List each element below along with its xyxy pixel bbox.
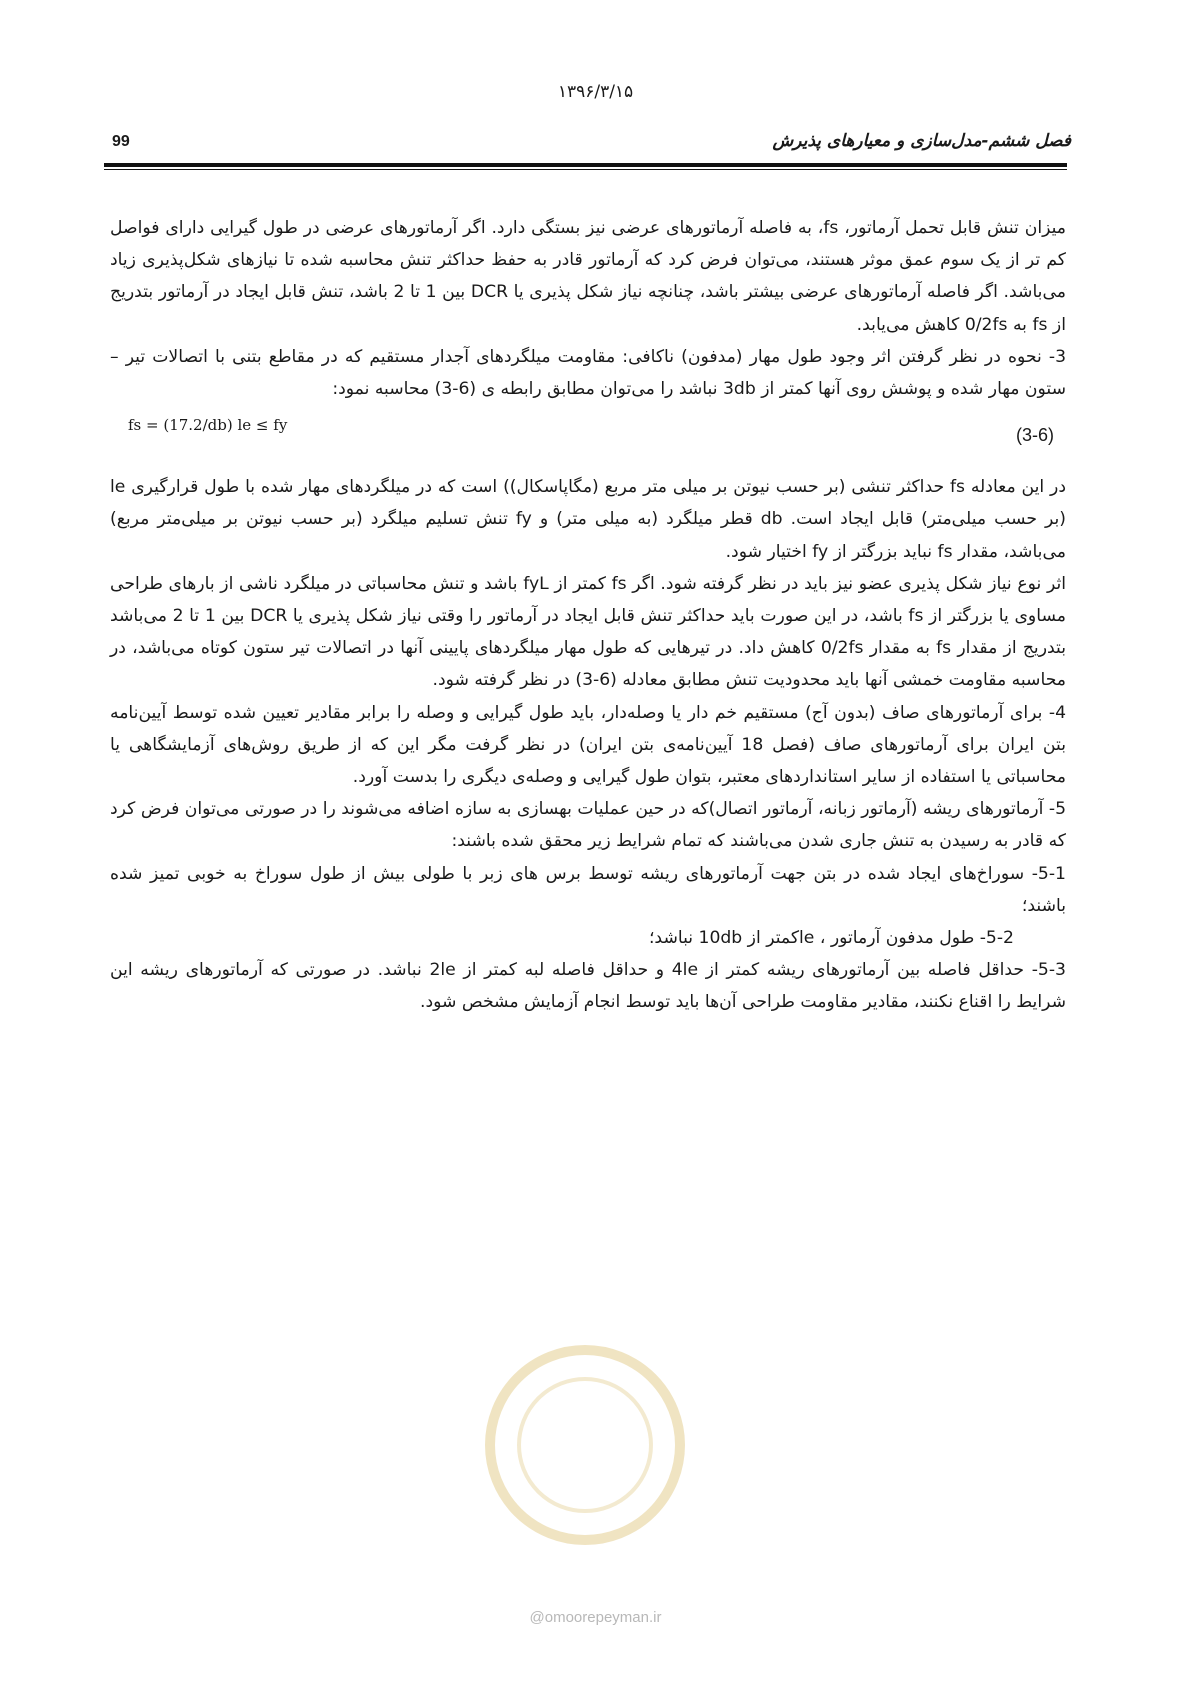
paragraph: 5- آرماتورهای ریشه (آرماتور زبانه، آرماتور اتصال)که در حین عملیات بهسازی به سازه اضافه می‌شوند را در صورتی می‌توان فرض کرد که قادر به رسیدن به تنش جاری شدن می‌باشند که تمام شرایط زیر محقق شده باشند: bbox=[110, 799, 1066, 852]
document-body bbox=[110, 212, 1066, 1019]
equation: fs = (17.2/db) le ≤ fy bbox=[128, 416, 288, 435]
paragraph: در این معادله fs حداکثر تنشی (بر حسب نیوتن بر میلی متر مربع (مگاپاسکال)) است که در میلگردهای مهار شده با طول قرارگیری le (بر حسب میلی‌متر) قابل ایجاد است. db قطر میلگرد (به میلی متر) و fy تنش تسلیم میلگرد (بر حسب نیوتن بر میلی‌متر مربع) می‌باشد، مقدار fs نباید بزرگتر از fy اختیار شود. bbox=[110, 477, 1067, 562]
chapter-title: فصل ششم-مدل‌سازی و معیارهای پذیرش bbox=[772, 131, 1071, 151]
equation-number: (3-6) bbox=[1015, 425, 1054, 446]
paragraph: 5-2- طول مدفون آرماتور ، leکمتر از 10db نباشد؛ bbox=[648, 928, 1014, 949]
watermark-seal bbox=[485, 1345, 685, 1545]
paragraph: 5-1- سوراخ‌های ایجاد شده در بتن جهت آرماتورهای ریشه توسط برس های زبر با طولی بیش از طول سوراخ به خوبی تمیز شده باشند؛ bbox=[110, 863, 1066, 916]
page-number: 99 bbox=[112, 133, 130, 150]
paragraph: 5-3- حداقل فاصله بین آرماتورهای ریشه کمتر از 4le و حداقل فاصله لبه کمتر از 2le نباشد. در صورتی که آرماتورهای ریشه این شرایط را اقناع نکنند، مقادیر مقاومت طراحی آن‌ها باید توسط انجام آزمایش مشخص شود. bbox=[110, 960, 1066, 1013]
paragraph: اثر نوع نیاز شکل پذیری عضو نیز باید در نظر گرفته شود. اگر fs کمتر از fyL باشد و تنش محاسباتی در میلگرد ناشی از بارهای طراحی مساوی یا بزرگتر از fs باشد، در این صورت باید حداکثر تنش قابل ایجاد در آرماتور را وقتی نیاز شکل پذیری یا DCR بین 1 تا 2 می‌باشد بتدریج از مقدار fs به مقدار 0/2fs کاهش داد. در تیرهایی که طول مهار میلگردهای پایینی آنها در اتصالات تیر ستون کوتاه می‌باشد، در محاسبه مقاومت خمشی آنها باید محدودیت تنش مطابق معادله (6-3) در نظر گرفته شود. bbox=[110, 573, 1066, 691]
paragraph: میزان تنش قابل تحمل آرماتور، fs، به فاصله آرماتورهای عرضی نیز بستگی دارد. اگر آرماتورهای عرضی در طول گیرایی دارای فواصل کم تر از یک سوم عمق موثر هستند، می‌توان فرض کرد که آرماتور قادر به حفظ حداکثر تنش محاسبه شده تا نیازهای شکل‌پذیری زیاد می‌باشد. اگر فاصله آرماتورهای عرضی بیشتر باشد، چنانچه نیاز شکل پذیری یا DCR بین 1 تا 2 باشد، تنش قابل ایجاد در آرماتور بتدریج از fs به 0/2fs کاهش می‌یابد. bbox=[110, 218, 1066, 335]
document-date: ۱۳۹۶/۳/۱۵ bbox=[557, 82, 634, 102]
header-rule-thin bbox=[104, 169, 1067, 170]
paragraph: 4- برای آرماتورهای صاف (بدون آج) مستقیم خم دار یا وصله‌دار، باید طول گیرایی و وصله را برابر مقادیر تعیین شده توسط آیین‌نامه بتن ایران برای آرماتورهای صاف (فصل 18 آیین‌نامه‌ی بتن ایران) در نظر گرفت مگر این که از طریق روش‌های آزمایشگاهی یا محاسباتی یا استفاده از سایر استانداردهای معتبر، بتوان طول گیرایی و وصله‌ی دیگری را بدست آورد. bbox=[110, 702, 1066, 788]
paragraph: 3- نحوه در نظر گرفتن اثر وجود طول مهار (مدفون) ناکافی: مقاومت میلگردهای آجدار مستقیم که در مقاطع بتنی با اتصالات تیر – ستون مهار شده و پوشش روی آنها کمتر از 3db نباشد را می‌توان مطابق رابطه ی (6-3) محاسبه نمود: bbox=[110, 346, 1066, 400]
watermark-text: @omoorepeyman.ir bbox=[529, 1609, 662, 1626]
equation-block bbox=[110, 405, 1066, 457]
header-rule-thick bbox=[104, 163, 1067, 167]
watermark-seal-inner bbox=[517, 1377, 653, 1513]
